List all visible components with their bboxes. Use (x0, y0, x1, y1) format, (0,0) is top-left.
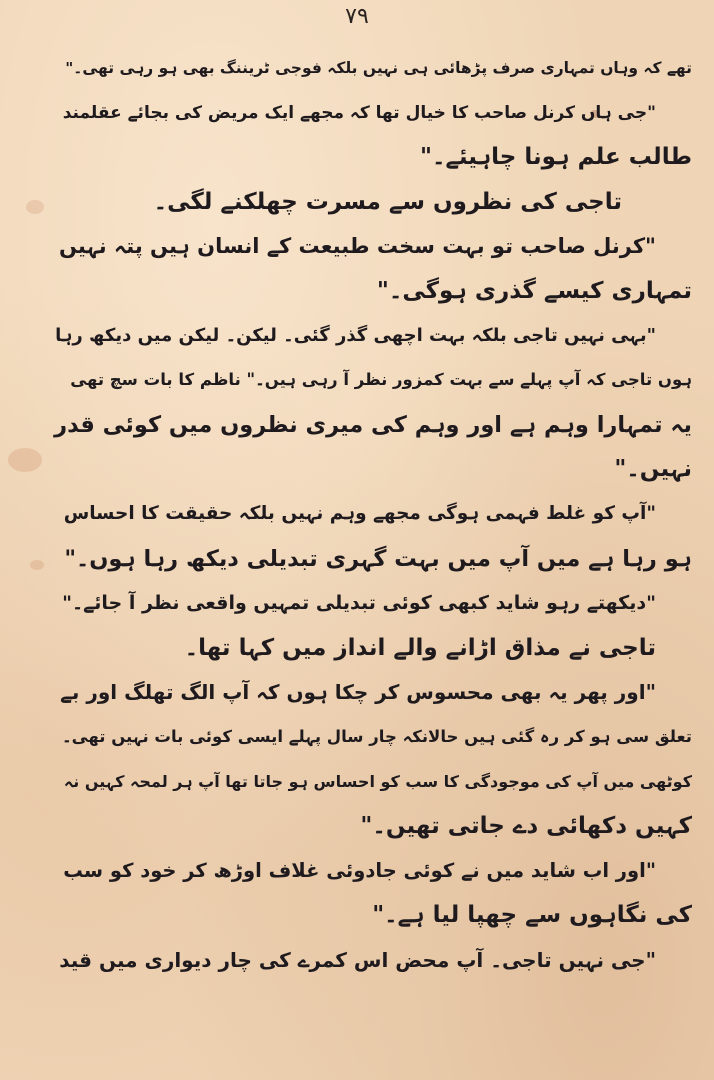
text-line: "اور پھر یہ بھی محسوس کر چکا ہوں کہ آپ الگ تھلگ اور بے (60, 680, 656, 705)
text-line: "جی نہیں تاجی۔ آپ محض اس کمرے کی چار دیواری میں قید (59, 947, 656, 972)
text-line: "دیکھتے رہو شاید کبھی کوئی تبدیلی تمہیں واقعی نظر آ جائے۔" (62, 592, 656, 615)
text-line: تاجی کی نظروں سے مسرت چھلکنے لگی۔ (153, 188, 622, 215)
paper-stain (8, 448, 42, 472)
text-line: کی نگاہوں سے چھپا لیا ہے۔" (372, 902, 692, 929)
text-line: تمہاری کیسے گذری ہوگی۔" (376, 277, 692, 304)
text-line: ہوں تاجی کہ آپ پہلے سے بہت کمزور نظر آ رہی ہیں۔" ناظم کا بات سچ تھی (70, 370, 692, 390)
text-line: ہو رہا ہے میں آپ میں بہت گہری تبدیلی دیکھ رہا ہوں۔" (64, 545, 692, 572)
text-line: تاجی نے مذاق اڑانے والے انداز میں کہا تھا۔ (184, 634, 656, 661)
text-line: "اور اب شاید میں نے کوئی جادوئی غلاف اوڑھ کر خود کو سب (63, 858, 656, 882)
text-line: "کرنل صاحب تو بہت سخت طبیعت کے انسان ہیں پتہ نہیں (59, 234, 656, 259)
page-number: ۷۹ (345, 4, 369, 29)
paper-stain (26, 200, 44, 214)
text-line: یہ تمہارا وہم ہے اور وہم کی میری نظروں میں کوئی قدر (54, 411, 692, 438)
text-line: "بہی نہیں تاجی بلکہ بہت اچھی گذر گئی۔ لیکن۔ لیکن میں دیکھ رہا (55, 324, 656, 346)
text-line: نہیں۔" (614, 456, 692, 483)
text-line: تھے کہ وہاں تمہاری صرف پڑھائی ہی نہیں بلکہ فوجی ٹریننگ بھی ہو رہی تھی۔" (65, 59, 692, 77)
text-line: کہیں دکھائی دے جاتی تھیں۔" (360, 813, 692, 840)
text-line: "جی ہاں کرنل صاحب کا خیال تھا کہ مجھے ایک مریض کی بجائے عقلمند (62, 102, 656, 123)
text-line: تعلق سی ہو کر رہ گئی ہیں حالانکہ چار سال پہلے ایسی کوئی بات نہیں تھی۔ (62, 726, 692, 746)
text-line: "آپ کو غلط فہمی ہوگی مجھے وہم نہیں بلکہ حقیقت کا احساس (63, 502, 656, 524)
paper-stain (30, 560, 44, 570)
text-line: طالب علم ہونا چاہیئے۔" (419, 144, 692, 171)
page-body-text (52, 46, 692, 982)
text-line: کوٹھی میں آپ کی موجودگی کا سب کو احساس ہو جاتا تھا آپ ہر لمحہ کہیں نہ (63, 771, 692, 791)
